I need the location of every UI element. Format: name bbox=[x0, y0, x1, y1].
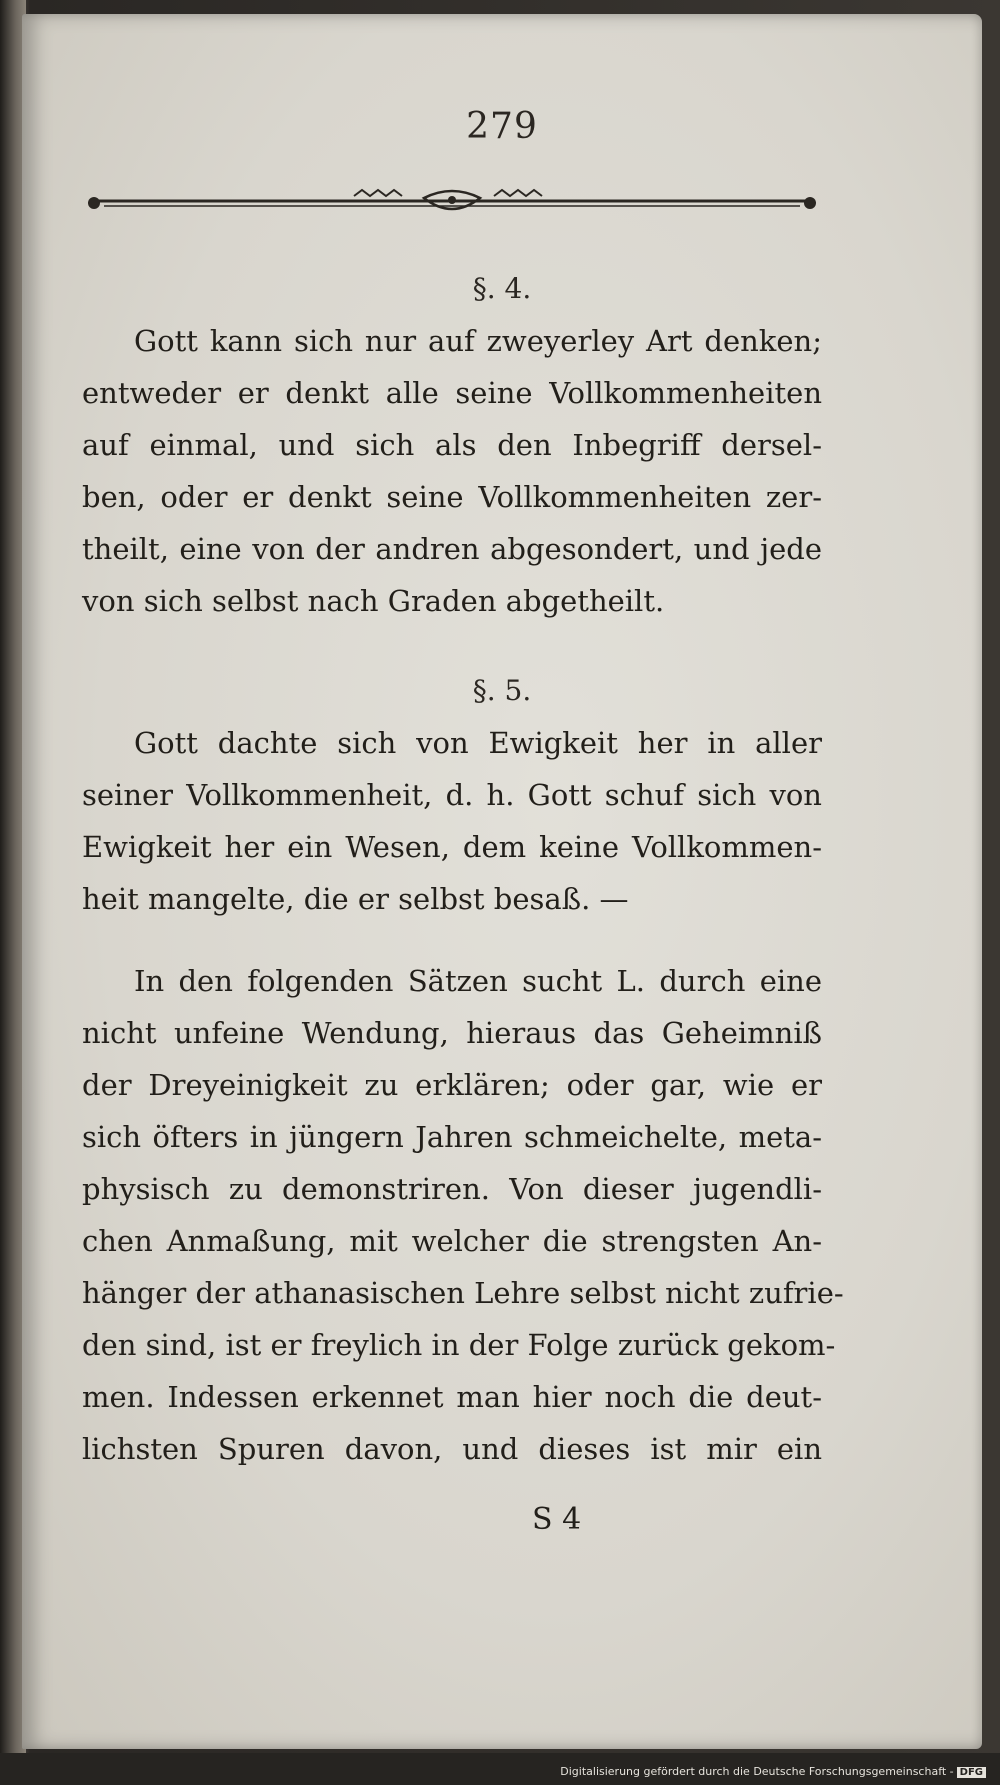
text-line: men. Indessen erkennet man hier noch die deut- bbox=[82, 1380, 822, 1414]
text-line: Gott kann sich nur auf zweyerley Art denken; bbox=[134, 324, 822, 358]
text-line: nicht unfeine Wendung, hieraus das Geheimniß bbox=[82, 1016, 822, 1050]
text-line: ben, oder er denkt seine Vollkommenheiten zer- bbox=[82, 480, 822, 514]
text-line: der Dreyeinigkeit zu erklären; oder gar, wie er bbox=[82, 1068, 822, 1102]
text-line: heit mangelte, die er selbst besaß. — bbox=[82, 882, 629, 916]
text-line: theilt, eine von der andren abgesondert, und jede bbox=[82, 532, 822, 566]
credit-text: Digitalisierung gefördert durch die Deutsche Forschungsgemeinschaft - bbox=[560, 1765, 954, 1778]
digitization-credit bbox=[560, 1765, 986, 1778]
book-page bbox=[22, 14, 982, 1749]
text-line: den sind, ist er freylich in der Folge zurück gekom- bbox=[82, 1328, 836, 1362]
dfg-logo: DFG bbox=[957, 1767, 986, 1778]
text-line: Ewigkeit her ein Wesen, dem keine Vollkommen- bbox=[82, 830, 822, 864]
text-line: entweder er denkt alle seine Vollkommenheiten bbox=[82, 376, 822, 410]
text-line: sich öfters in jüngern Jahren schmeichelte, meta- bbox=[82, 1120, 822, 1154]
ornamental-rule bbox=[84, 184, 820, 218]
text-line: lichsten Spuren davon, und dieses ist mir ein bbox=[82, 1432, 822, 1466]
text-line: chen Anmaßung, mit welcher die strengsten An- bbox=[82, 1224, 822, 1258]
text-line: seiner Vollkommenheit, d. h. Gott schuf sich von bbox=[82, 778, 822, 812]
section-heading-4: §. 4. bbox=[472, 272, 532, 305]
page-number: 279 bbox=[466, 106, 538, 147]
signature-mark: S 4 bbox=[532, 1502, 582, 1537]
text-line: In den folgenden Sätzen sucht L. durch eine bbox=[134, 964, 822, 998]
text-line: physisch zu demonstriren. Von dieser jugendli- bbox=[82, 1172, 822, 1206]
text-line: auf einmal, und sich als den Inbegriff dersel- bbox=[82, 428, 822, 462]
text-line: von sich selbst nach Graden abgetheilt. bbox=[82, 584, 665, 618]
text-line: Gott dachte sich von Ewigkeit her in aller bbox=[134, 726, 822, 760]
section-heading-5: §. 5. bbox=[472, 674, 532, 707]
text-line: hänger der athanasischen Lehre selbst nicht zufrie- bbox=[82, 1276, 844, 1310]
